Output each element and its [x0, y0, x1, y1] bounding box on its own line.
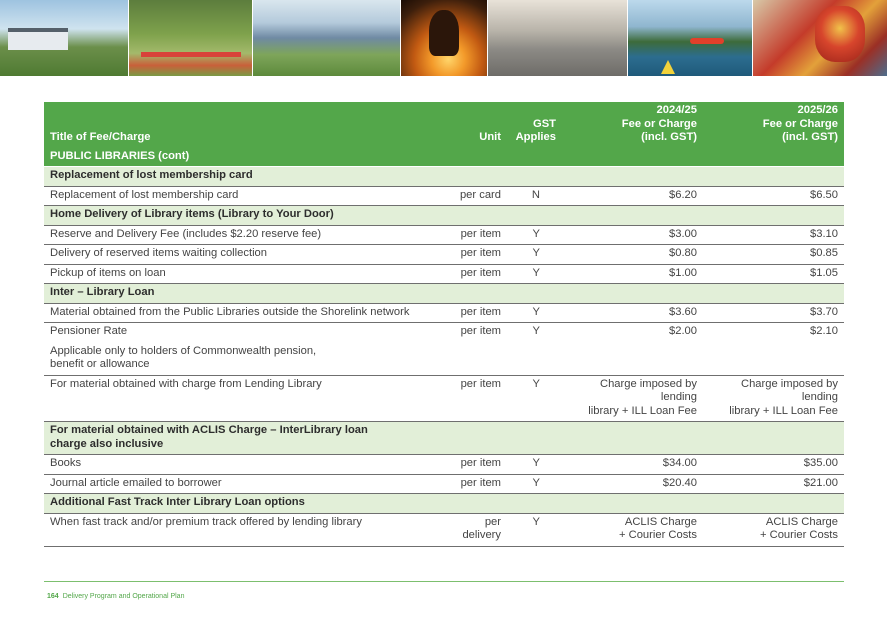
header-fee-2024-25: 2024/25 Fee or Charge (incl. GST) — [562, 102, 703, 148]
fee-2024-25: $0.80 — [562, 245, 703, 265]
fee-2024-25: $6.20 — [562, 186, 703, 206]
outdoor-fitness-stage-photo — [253, 0, 400, 76]
group-heading-row — [44, 167, 844, 187]
table-row — [44, 303, 844, 323]
table-row — [44, 225, 844, 245]
fee-2024-25: $20.40 — [562, 474, 703, 494]
page-footer — [47, 593, 184, 600]
group-heading-row — [44, 422, 844, 455]
fee-unit: per delivery — [444, 513, 507, 546]
fee-title: Journal article emailed to borrower — [44, 474, 444, 494]
group-heading: Inter – Library Loan — [44, 284, 844, 304]
fee-2025-26: $0.85 — [703, 245, 844, 265]
kayak-river-photo — [628, 0, 752, 76]
fee-title: Pickup of items on loan — [44, 264, 444, 284]
fee-gst: Y — [507, 375, 562, 422]
fee-table — [44, 102, 844, 547]
section-heading-row — [44, 148, 844, 167]
page-number: 164 — [47, 593, 59, 600]
street-scene-photo — [488, 0, 627, 76]
fee-2024-25: $1.00 — [562, 264, 703, 284]
fee-2024-25: $2.00 — [669, 325, 697, 337]
footer-divider — [44, 581, 844, 582]
table-row — [44, 455, 844, 475]
fee-unit: per item — [444, 225, 507, 245]
table-header-row — [44, 102, 844, 148]
header-fee-2025-26: 2025/26 Fee or Charge (incl. GST) — [703, 102, 844, 148]
fee-2025-26: Charge imposed by lending library + ILL Loan Fee — [703, 375, 844, 422]
fee-title: Reserve and Delivery Fee (includes $2.20 reserve fee) — [44, 225, 444, 245]
table-row — [44, 513, 844, 546]
fee-unit: per item — [460, 325, 501, 337]
table-row — [44, 264, 844, 284]
fee-2024-25: $3.60 — [562, 303, 703, 323]
lion-dance-festival-photo — [753, 0, 887, 76]
dog-agility-photo — [129, 0, 252, 76]
fee-title: For material obtained with charge from Lending Library — [44, 375, 444, 422]
group-heading: For material obtained with ACLIS Charge – InterLibrary loan charge also inclusive — [44, 422, 844, 455]
fee-2025-26: $3.10 — [703, 225, 844, 245]
fee-2025-26: $6.50 — [703, 186, 844, 206]
fee-2025-26: $3.70 — [703, 303, 844, 323]
fee-gst: Y — [532, 325, 540, 337]
fee-2025-26: $21.00 — [703, 474, 844, 494]
fee-unit: per item — [444, 474, 507, 494]
fee-gst: N — [507, 186, 562, 206]
kookaburra-sunset-photo — [401, 0, 486, 76]
fee-2025-26: $1.05 — [703, 264, 844, 284]
fee-gst: Y — [507, 225, 562, 245]
fee-2024-25: ACLIS Charge + Courier Costs — [562, 513, 703, 546]
fee-gst: Y — [507, 474, 562, 494]
group-heading: Home Delivery of Library items (Library to Your Door) — [44, 206, 844, 226]
fee-title: Books — [44, 455, 444, 475]
fee-2024-25: Charge imposed by lending library + ILL Loan Fee — [562, 375, 703, 422]
group-heading-row — [44, 494, 844, 514]
fee-2024-25: $34.00 — [562, 455, 703, 475]
fee-gst: Y — [507, 264, 562, 284]
fee-gst: Y — [507, 245, 562, 265]
fee-2024-25: $3.00 — [562, 225, 703, 245]
header-gst: GST Applies — [507, 102, 562, 148]
group-heading: Replacement of lost membership card — [44, 167, 844, 187]
table-row — [44, 375, 844, 422]
section-heading: PUBLIC LIBRARIES (cont) — [44, 148, 844, 167]
photo-banner — [0, 0, 887, 76]
fee-unit: per item — [444, 264, 507, 284]
fee-title: When fast track and/or premium track offered by lending library — [44, 513, 444, 546]
fee-gst: Y — [507, 455, 562, 475]
header-title: Title of Fee/Charge — [44, 102, 444, 148]
fee-unit: per item — [444, 375, 507, 422]
fee-2025-26: $2.10 — [810, 325, 838, 337]
pensioner-note: Applicable only to holders of Commonwealth pension, benefit or allowance — [44, 342, 844, 376]
table-row-note — [44, 342, 844, 376]
fee-unit: per item — [444, 455, 507, 475]
group-heading-row — [44, 206, 844, 226]
header-unit: Unit — [444, 102, 507, 148]
fee-title: Delivery of reserved items waiting collection — [44, 245, 444, 265]
fee-title: Pensioner Rate — [50, 325, 128, 337]
group-heading-row — [44, 284, 844, 304]
document-title: Delivery Program and Operational Plan — [62, 593, 185, 600]
table-row — [44, 186, 844, 206]
table-row — [44, 323, 844, 342]
table-row — [44, 474, 844, 494]
building-photo — [0, 0, 128, 76]
fee-title: Material obtained from the Public Libraries outside the Shorelink network — [44, 303, 444, 323]
table-row — [44, 245, 844, 265]
group-heading: Additional Fast Track Inter Library Loan options — [44, 494, 844, 514]
fee-unit: per item — [444, 245, 507, 265]
fee-unit: per card — [444, 186, 507, 206]
fee-2025-26: ACLIS Charge + Courier Costs — [703, 513, 844, 546]
fee-2025-26: $35.00 — [703, 455, 844, 475]
fee-title: Replacement of lost membership card — [44, 186, 444, 206]
fee-unit: per item — [444, 303, 507, 323]
fee-gst: Y — [507, 303, 562, 323]
fee-gst: Y — [507, 513, 562, 546]
